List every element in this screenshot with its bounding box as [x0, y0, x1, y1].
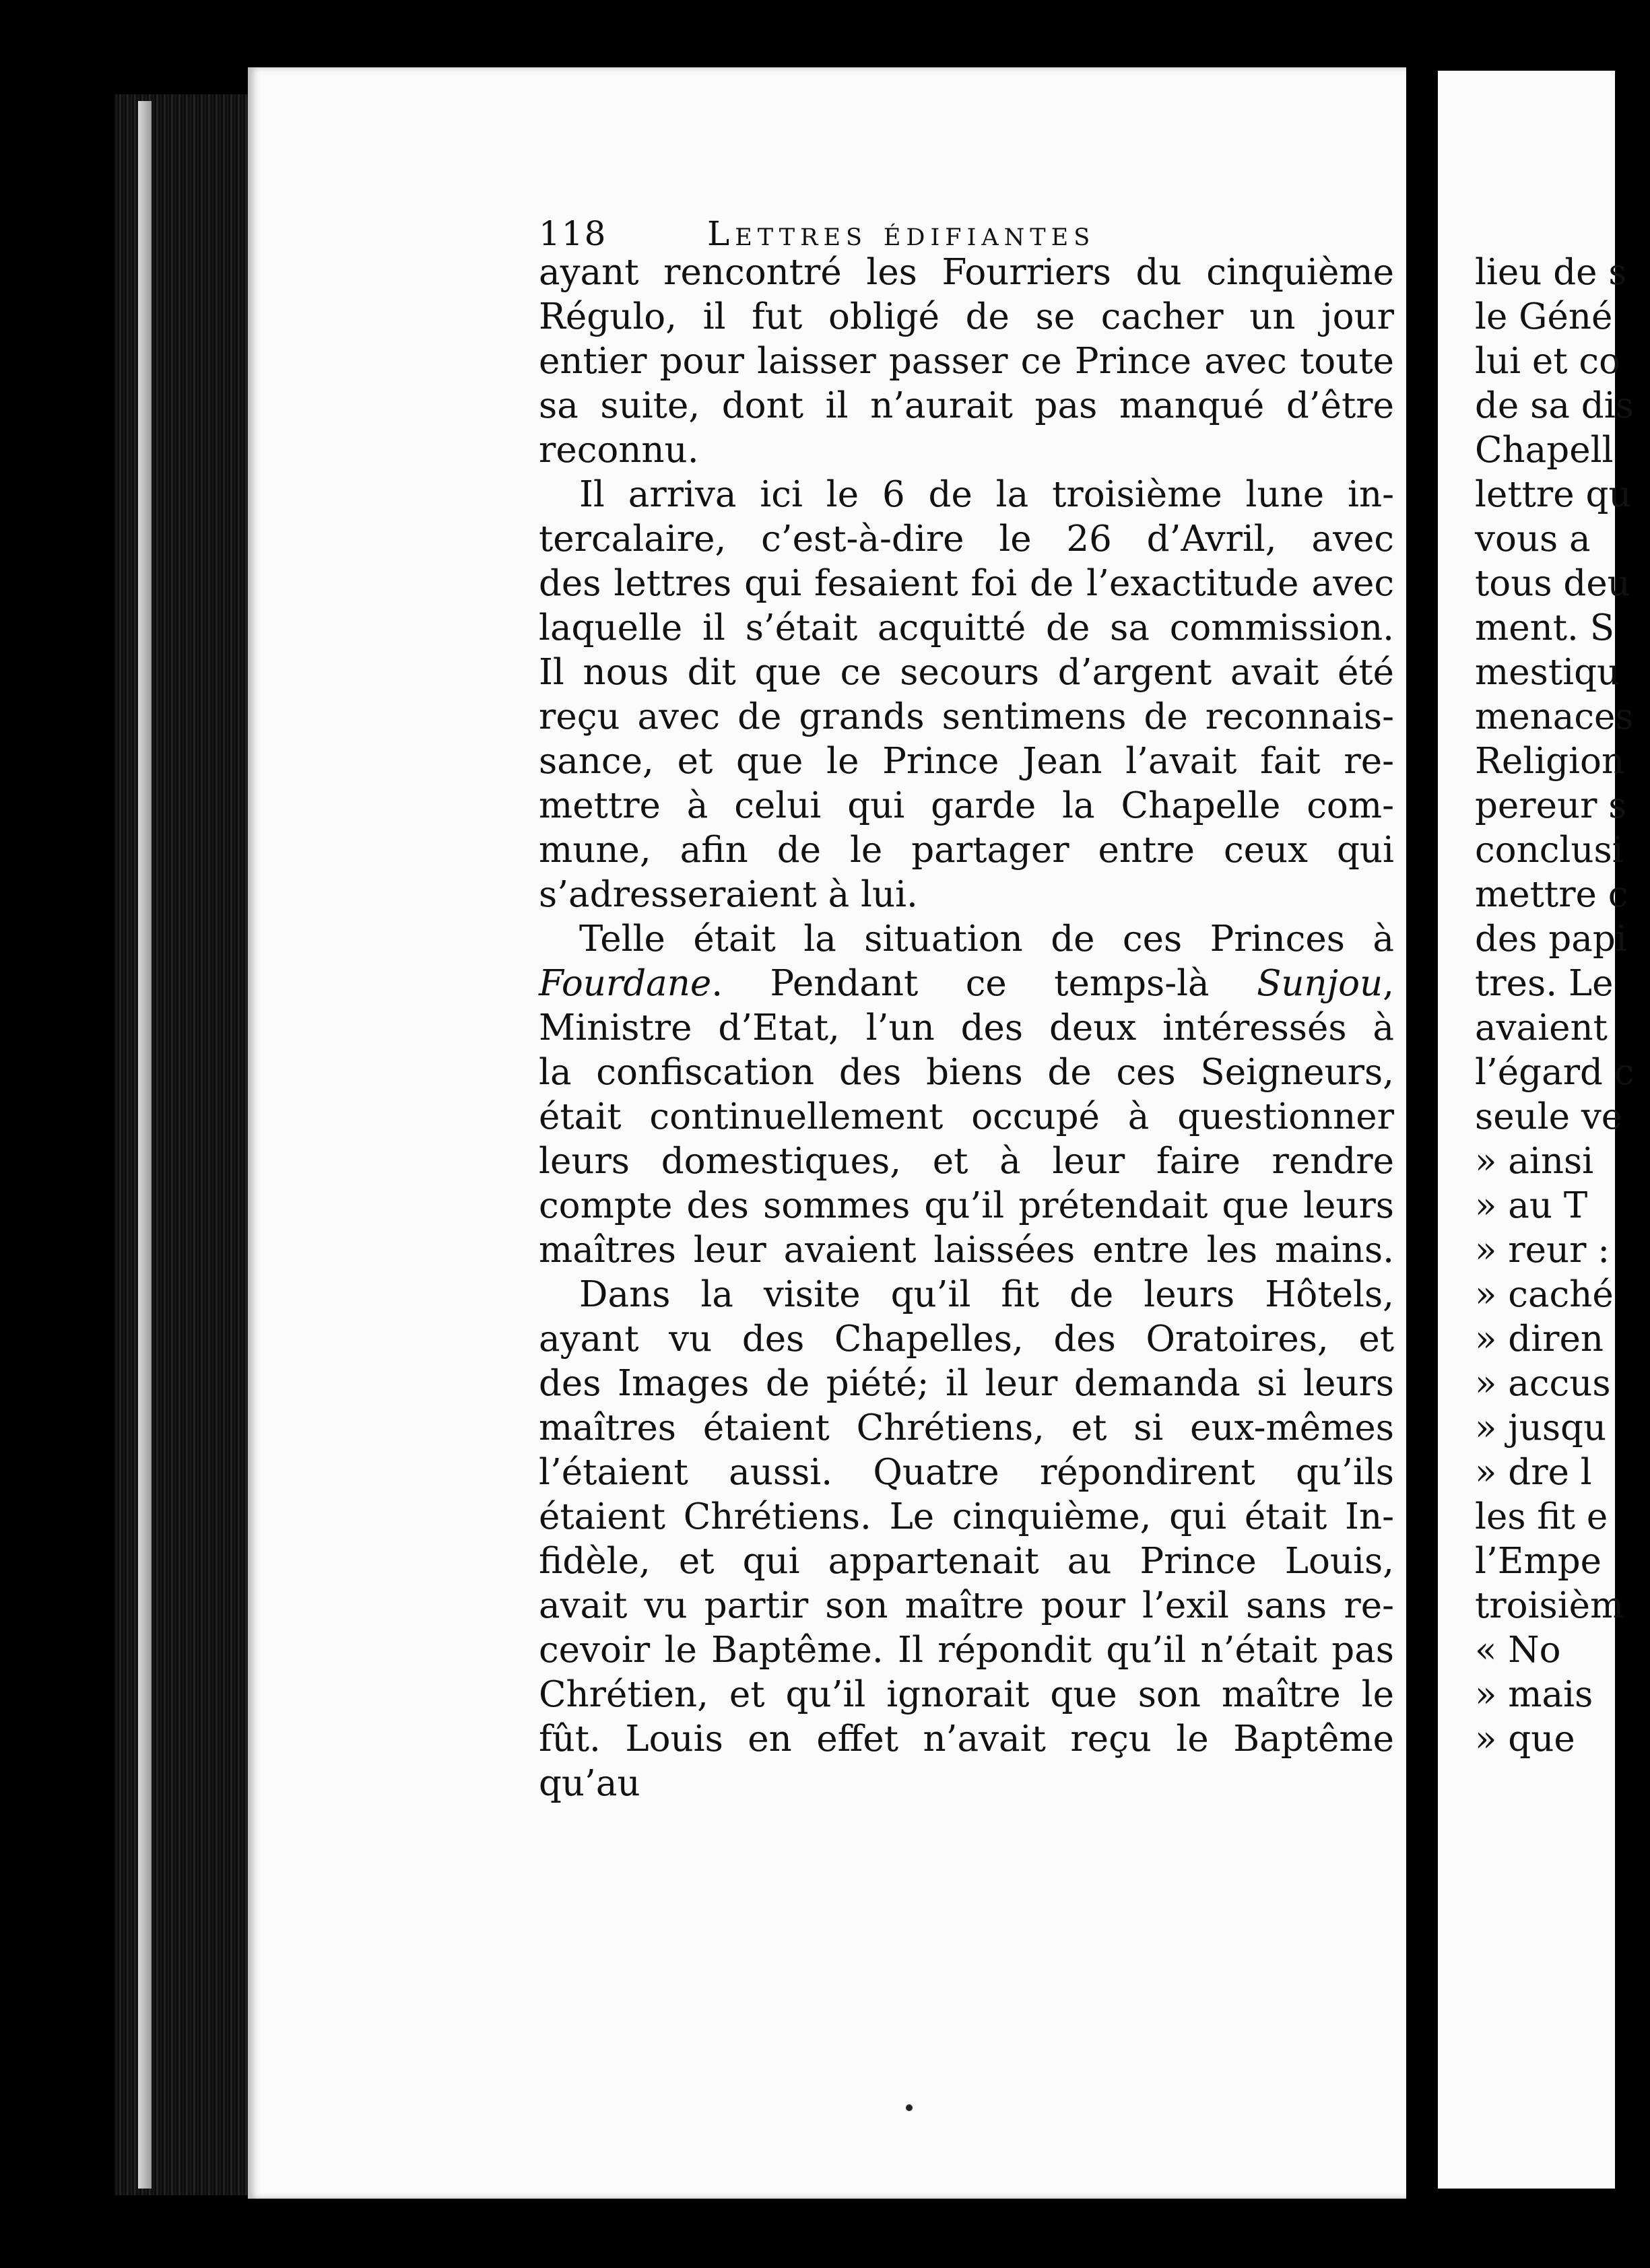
text-line: fidèle, et qui appartenait au Prince Louis, — [539, 1541, 1394, 1582]
ink-speck — [906, 2104, 913, 2111]
text-line: leurs domestiques, et à leur faire rendre — [539, 1141, 1394, 1182]
italic-name: Sunjou — [1257, 963, 1383, 1004]
text-line: tercalaire, c’est-à-dire le 26 d’Avril, avec — [539, 519, 1394, 560]
text-line: » caché — [1475, 1274, 1614, 1315]
text-line: des lettres qui fesaient foi de l’exactitude avec — [539, 563, 1394, 604]
text-line: menaces — [1475, 696, 1634, 737]
text-line: des papi — [1475, 919, 1627, 960]
text-line: mettre à celui qui garde la Chapelle com- — [539, 785, 1394, 826]
text-line: « No — [1475, 1630, 1561, 1671]
text-line: vous a — [1475, 519, 1591, 560]
text-line: Chrétien, et qu’il ignorait que son maître le — [539, 1674, 1394, 1715]
text-line: mestiqu — [1475, 652, 1620, 693]
text-line: avaient — [1475, 1007, 1608, 1048]
text-line: » mais — [1475, 1674, 1593, 1715]
text-line: Religion — [1475, 741, 1625, 782]
right-page-text — [1475, 251, 1650, 1762]
text-line: tous deu — [1475, 563, 1630, 604]
text-line: sance, et que le Prince Jean l’avait fait re- — [539, 741, 1394, 782]
text-line: pereur s — [1475, 785, 1627, 826]
text-line: de sa dis — [1475, 385, 1634, 426]
text-line: troisièm — [1475, 1585, 1624, 1626]
text-line: Ministre d’Etat, l’un des deux intéressés à — [539, 1007, 1394, 1048]
page-number: 118 — [539, 214, 607, 253]
text-line: » jusqu — [1475, 1407, 1607, 1448]
text-line: cevoir le Baptême. Il répondit qu’il n’était pas — [539, 1630, 1394, 1671]
text-line: avait vu partir son maître pour l’exil sans re- — [539, 1585, 1394, 1626]
text-line: Chapell — [1475, 430, 1614, 471]
page-edge — [138, 101, 152, 2189]
text-line: l’égard c — [1475, 1052, 1635, 1093]
text-line: ayant vu des Chapelles, des Oratoires, et — [539, 1319, 1394, 1360]
text-line: Dans la visite qu’il fit de leurs Hôtels, — [579, 1274, 1394, 1315]
text-line: étaient Chrétiens. Le cinquième, qui était In- — [539, 1496, 1394, 1537]
text-line: le Géné — [1475, 296, 1613, 337]
text-line: » reur : — [1475, 1230, 1610, 1271]
text-line: l’Empe — [1475, 1541, 1602, 1582]
text-line: lieu de s — [1475, 252, 1627, 293]
text-line: sa suite, dont il n’aurait pas manqué d’être — [539, 385, 1394, 426]
text-line: Il arriva ici le 6 de la troisième lune in- — [579, 474, 1394, 515]
text-line: conclusi — [1475, 830, 1624, 871]
text-line: ment. S — [1475, 607, 1615, 648]
text-line-italic-names: Fourdane. Pendant ce temps-là Sunjou, — [539, 963, 1394, 1004]
text-line: » ainsi — [1475, 1141, 1594, 1182]
text-line: Il nous dit que ce secours d’argent avait été — [539, 652, 1394, 693]
text-line: ayant rencontré les Fourriers du cinquième — [539, 252, 1394, 293]
running-title: Lettres édifiantes — [707, 214, 1096, 253]
text-line: Régulo, il fut obligé de se cacher un jour — [539, 296, 1394, 337]
text-line: s’adresseraient à lui. — [539, 874, 918, 915]
text-line: était continuellement occupé à questionner — [539, 1096, 1394, 1137]
text-line: maîtres étaient Chrétiens, et si eux-mêmes — [539, 1407, 1394, 1448]
text-line: l’étaient aussi. Quatre répondirent qu’ils — [539, 1452, 1394, 1493]
text-line: des Images de piété; il leur demanda si leurs — [539, 1363, 1394, 1404]
text-line: » au T — [1475, 1185, 1588, 1226]
text-line: » diren — [1475, 1319, 1604, 1360]
text-line: seule ve — [1475, 1096, 1623, 1137]
text-line: compte des sommes qu’il prétendait que leurs — [539, 1185, 1394, 1226]
text-line: reconnu. — [539, 430, 699, 471]
text-line: » accus — [1475, 1363, 1611, 1404]
text-line: fût. Louis en effet n’avait reçu le Baptême qu’au — [539, 1719, 1394, 1804]
text-line: la confiscation des biens de ces Seigneurs, — [539, 1052, 1394, 1093]
text-line: » que — [1475, 1719, 1575, 1760]
text-line: Telle était la situation de ces Princes à — [579, 919, 1394, 960]
text-line: lettre qu — [1475, 474, 1632, 515]
text-line: mune, afin de le partager entre ceux qui — [539, 830, 1394, 871]
text-line: laquelle il s’était acquitté de sa commission. — [539, 607, 1394, 648]
text-line: entier pour laisser passer ce Prince avec toute — [539, 341, 1394, 382]
text-line: tres. Le — [1475, 963, 1614, 1004]
text-line: les fit e — [1475, 1496, 1608, 1537]
text-line: reçu avec de grands sentimens de reconnais- — [539, 696, 1394, 737]
text-line: mettre c — [1475, 874, 1628, 915]
italic-name: Fourdane — [539, 963, 712, 1004]
text-line: » dre l — [1475, 1452, 1592, 1493]
left-page-text — [539, 251, 1394, 1804]
text-line: lui et co — [1475, 341, 1620, 382]
text-line: maîtres leur avaient laissées entre les mains. — [539, 1230, 1394, 1271]
